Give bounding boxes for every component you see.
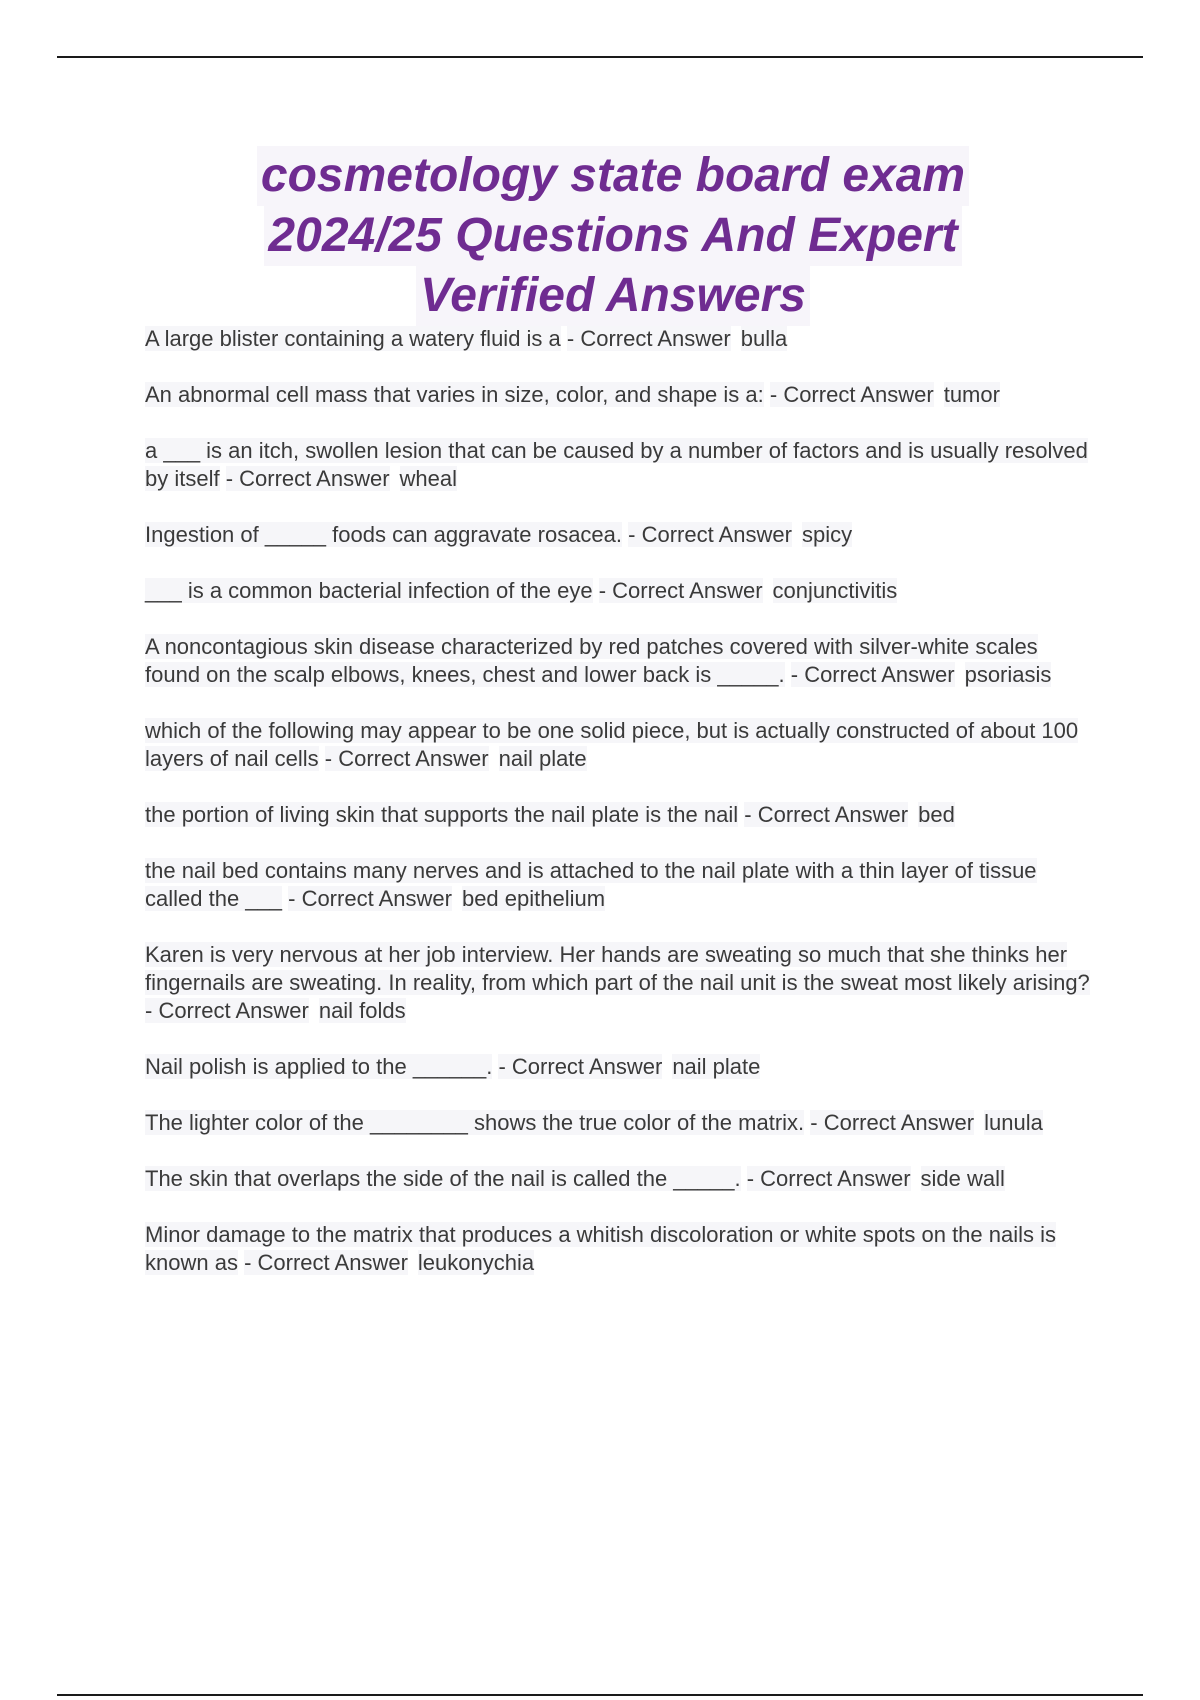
question-text: which of the following may appear to be one solid piece, but is actually constructed of about 100 layers of nail cells	[145, 718, 1079, 771]
correct-answer-label: - Correct Answer	[790, 662, 955, 687]
qa-item	[145, 1053, 1095, 1081]
correct-answer-label: - Correct Answer	[566, 326, 731, 351]
correct-answer-label: - Correct Answer	[288, 886, 452, 911]
correct-answer-label: - Correct Answer	[225, 466, 390, 491]
answer-text: psoriasis	[964, 662, 1052, 687]
answer-text: nail plate	[498, 746, 587, 771]
question-text: the nail bed contains many nerves and is attached to the nail plate with a thin layer of tissue called the ___	[145, 858, 1037, 911]
answer-text: bulla	[740, 326, 788, 351]
question-text: A noncontagious skin disease characterized by red patches covered with silver-white scales found on the scalp elbows, knees, chest and lower back is _____.	[145, 634, 1038, 687]
question-text: Minor damage to the matrix that produces a whitish discoloration or white spots on the nails is known as	[145, 1222, 1057, 1275]
correct-answer-label: - Correct Answer	[498, 1054, 663, 1079]
qa-item	[145, 521, 1095, 549]
question-text: The lighter color of the ________ shows the true color of the matrix.	[145, 1110, 805, 1135]
qa-item	[145, 325, 1095, 353]
question-text: the portion of living skin that supports the nail plate is the nail	[145, 802, 739, 827]
answer-text: wheal	[399, 466, 458, 491]
question-text: a ___ is an itch, swollen lesion that can be caused by a number of factors and is usually resolved by itself	[145, 438, 1088, 491]
question-text: ___ is a common bacterial infection of the eye	[145, 578, 593, 603]
qa-item	[145, 857, 1095, 913]
title-line-2: 2024/25 Questions And Expert	[264, 206, 961, 266]
footer-rule	[57, 1694, 1143, 1696]
correct-answer-label: - Correct Answer	[769, 382, 934, 407]
title-line-1: cosmetology state board exam	[257, 146, 969, 206]
correct-answer-label: - Correct Answer	[324, 746, 489, 771]
correct-answer-label: - Correct Answer	[145, 998, 309, 1023]
qa-item	[145, 437, 1095, 493]
correct-answer-label: - Correct Answer	[244, 1250, 408, 1275]
answer-text: leukonychia	[417, 1250, 535, 1275]
answer-text: tumor	[943, 382, 1000, 407]
answer-text: bed epithelium	[461, 886, 606, 911]
qa-item	[145, 1165, 1095, 1193]
question-text: An abnormal cell mass that varies in size, color, and shape is a:	[145, 382, 764, 407]
question-text: Karen is very nervous at her job interview. Her hands are sweating so much that she thinks her fingernails are sweating. In reality, from which part of the nail unit is the sweat most likely arising?	[145, 942, 1090, 995]
answer-text: conjunctivitis	[772, 578, 898, 603]
page-title	[130, 146, 1096, 326]
qa-item	[145, 717, 1095, 773]
question-text: Ingestion of _____ foods can aggravate rosacea.	[145, 522, 623, 547]
qa-item	[145, 577, 1095, 605]
qa-item	[145, 381, 1095, 409]
question-text: The skin that overlaps the side of the nail is called the _____.	[145, 1166, 741, 1191]
qa-item	[145, 1109, 1095, 1137]
correct-answer-label: - Correct Answer	[746, 1166, 911, 1191]
answer-text: nail folds	[318, 998, 406, 1023]
correct-answer-label: - Correct Answer	[810, 1110, 975, 1135]
answer-text: nail plate	[672, 1054, 761, 1079]
answer-text: spicy	[801, 522, 853, 547]
qa-item	[145, 1221, 1095, 1277]
correct-answer-label: - Correct Answer	[628, 522, 792, 547]
qa-item	[145, 801, 1095, 829]
title-line-3: Verified Answers	[416, 266, 810, 326]
header-rule	[57, 56, 1143, 58]
answer-text: bed	[918, 802, 955, 827]
question-text: Nail polish is applied to the ______.	[145, 1054, 493, 1079]
question-answer-list	[145, 325, 1095, 1305]
correct-answer-label: - Correct Answer	[598, 578, 763, 603]
correct-answer-label: - Correct Answer	[744, 802, 909, 827]
question-text: A large blister containing a watery fluid is a	[145, 326, 561, 351]
qa-item	[145, 941, 1095, 1025]
answer-text: lunula	[984, 1110, 1043, 1135]
qa-item	[145, 633, 1095, 689]
answer-text: side wall	[920, 1166, 1005, 1191]
